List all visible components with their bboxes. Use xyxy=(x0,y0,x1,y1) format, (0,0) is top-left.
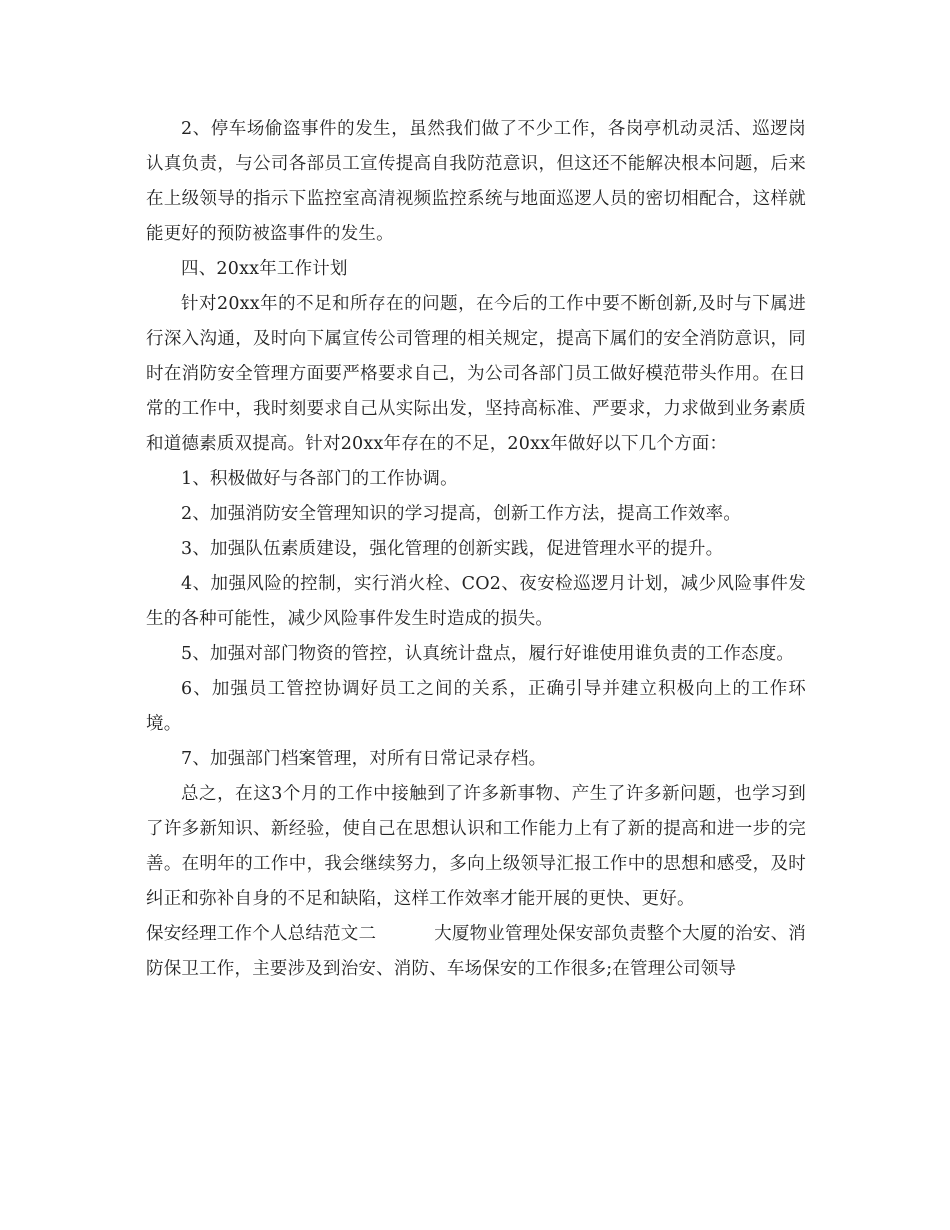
plan-item-6: 6、加强员工管控协调好员工之间的关系，正确引导并建立积极向上的工作环境。 xyxy=(146,679,806,734)
paragraph-plan-intro: 针对20xx年的不足和所存在的问题，在今后的工作中要不断创新,及时与下属进行深入沟通，及时向下属宣传公司管理的相关规定，提高下属们的安全消防意识，同时在消防安全管理方面要严格要求自己，为公司各部门员工做好模范带头作用。在日常的工作中，我时刻要求自己从实际出发，坚持高标准、严要求，力求做到业务素质和道德素质双提高。针对20xx年存在的不足，20xx年做好以下几个方面： xyxy=(146,294,806,454)
plan-item-2: 2、加强消防安全管理知识的学习提高，创新工作方法，提高工作效率。 xyxy=(181,504,742,524)
plan-item-5: 5、加强对部门物资的管控，认真统计盘点，履行好谁使用谁负责的工作态度。 xyxy=(181,644,795,664)
heading-work-plan: 四、20xx年工作计划 xyxy=(181,259,348,279)
section-heading: 保安经理工作个人总结范文二 xyxy=(146,924,377,944)
plan-item-3: 3、加强队伍素质建设，强化管理的创新实践，促进管理水平的提升。 xyxy=(181,539,724,559)
paragraph-conclusion: 总之，在这3个月的工作中接触到了许多新事物、产生了许多新问题，也学习到了许多新知识、新经验，使自己在思想认识和工作能力上有了新的提高和进一步的完善。在明年的工作中，我会继续努力，多向上级领导汇报工作中的思想和感受，及时纠正和弥补自身的不足和缺陷，这样工作效率才能开展的更快、更好。 xyxy=(146,784,806,909)
document-body xyxy=(146,112,806,987)
plan-item-7: 7、加强部门档案管理，对所有日常记录存档。 xyxy=(181,749,547,769)
section-two xyxy=(146,917,806,987)
section-body: 大厦物业管理处保安部负责整个大厦的治安、消防保卫工作，主要涉及到治安、消防、车场保安的工作很多;在管理公司领导 xyxy=(146,924,806,979)
paragraph-parking-theft: 2、停车场偷盗事件的发生，虽然我们做了不少工作，各岗亭机动灵活、巡逻岗认真负责，与公司各部员工宣传提高自我防范意识，但这还不能解决根本问题，后来在上级领导的指示下监控室高清视频监控系统与地面巡逻人员的密切相配合，这样就能更好的预防被盗事件的发生。 xyxy=(146,119,806,244)
plan-item-1: 1、积极做好与各部门的工作协调。 xyxy=(181,469,458,489)
plan-item-4: 4、加强风险的控制，实行消火栓、CO2、夜安检巡逻月计划，减少风险事件发生的各种可能性，减少风险事件发生时造成的损失。 xyxy=(146,574,806,629)
